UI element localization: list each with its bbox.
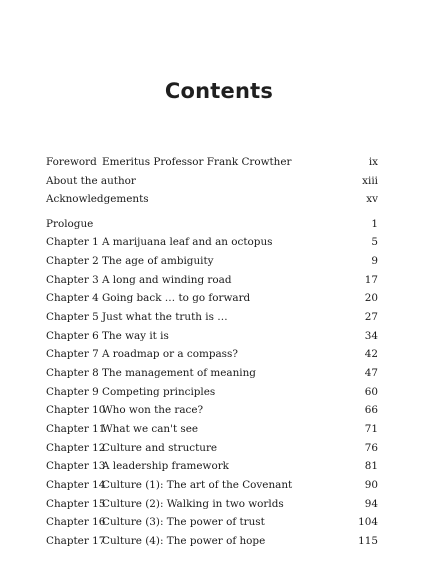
toc-entry-page: xv xyxy=(366,193,378,205)
toc-entry-label: Foreword xyxy=(46,156,97,168)
toc-entry-label: Chapter 4 xyxy=(46,292,99,304)
toc-entry-chapter-6[interactable] xyxy=(46,330,378,342)
toc-entry-page: 104 xyxy=(358,516,378,528)
toc-entry-chapter-2[interactable] xyxy=(46,255,378,267)
toc-entry-title: Who won the race? xyxy=(102,404,204,416)
toc-entry-page: 60 xyxy=(364,386,378,398)
toc-entry-title: Culture and structure xyxy=(102,442,218,454)
toc-entry-page: 90 xyxy=(364,479,378,491)
page-title: Contents xyxy=(164,79,274,103)
toc-entry-label: Chapter 17 xyxy=(46,535,106,547)
toc-entry-label: Chapter 2 xyxy=(46,255,99,267)
toc-entry-label: Chapter 15 xyxy=(46,498,106,510)
toc-entry-title: The age of ambiguity xyxy=(102,255,214,267)
toc-entry-chapter-17[interactable] xyxy=(46,535,378,547)
toc-entry-page: 76 xyxy=(364,442,378,454)
toc-entry-label: Chapter 16 xyxy=(46,516,106,528)
toc-entry-label: Chapter 1 xyxy=(46,236,99,248)
toc-entry-label: Chapter 5 xyxy=(46,311,99,323)
toc-entry-title: Culture (2): Walking in two worlds xyxy=(102,498,284,510)
toc-entry-title: Just what the truth is … xyxy=(102,311,228,323)
toc-entry-page: 5 xyxy=(371,236,378,248)
toc-entry-page: 47 xyxy=(364,367,378,379)
toc-entry-label: Chapter 10 xyxy=(46,404,106,416)
toc-entry-chapter-11[interactable] xyxy=(46,423,378,435)
toc-entry-chapter-12[interactable] xyxy=(46,442,378,454)
toc-entry-page: 94 xyxy=(364,498,378,510)
toc-entry-acknowledgements[interactable] xyxy=(46,193,378,205)
toc-entry-foreword[interactable] xyxy=(46,156,378,168)
toc-entry-page: 1 xyxy=(371,218,378,230)
toc-entry-chapter-13[interactable] xyxy=(46,460,378,472)
toc-entry-chapter-4[interactable] xyxy=(46,292,378,304)
toc-entry-chapter-8[interactable] xyxy=(46,367,378,379)
toc-entry-chapter-9[interactable] xyxy=(46,386,378,398)
toc-entry-chapter-15[interactable] xyxy=(46,498,378,510)
toc-entry-title: A long and winding road xyxy=(102,274,232,286)
toc-entry-title: The management of meaning xyxy=(102,367,256,379)
toc-entry-title: Competing principles xyxy=(102,386,216,398)
toc-entry-title: Culture (3): The power of trust xyxy=(102,516,265,528)
toc-entry-page: 81 xyxy=(364,460,378,472)
toc-entry-label: Chapter 8 xyxy=(46,367,99,379)
toc-entry-title: Culture (1): The art of the Covenant xyxy=(102,479,293,491)
toc-entry-chapter-16[interactable] xyxy=(46,516,378,528)
toc-entry-label: Chapter 11 xyxy=(46,423,106,435)
table-of-contents xyxy=(46,0,378,576)
toc-entry-label: Chapter 14 xyxy=(46,479,106,491)
toc-entry-title: What we can't see xyxy=(102,423,199,435)
toc-entry-chapter-5[interactable] xyxy=(46,311,378,323)
toc-entry-page: 66 xyxy=(364,404,378,416)
toc-entry-title: A marijuana leaf and an octopus xyxy=(102,236,273,248)
toc-entry-chapter-14[interactable] xyxy=(46,479,378,491)
toc-entry-title: A leadership framework xyxy=(102,460,229,472)
toc-entry-page: 115 xyxy=(358,535,378,547)
toc-entry-page: 34 xyxy=(364,330,378,342)
toc-entry-title: A roadmap or a compass? xyxy=(102,348,238,360)
toc-entry-label: Acknowledgements xyxy=(46,193,149,205)
toc-entry-page: xiii xyxy=(362,175,378,187)
toc-entry-label: Chapter 9 xyxy=(46,386,99,398)
toc-entry-label: Chapter 13 xyxy=(46,460,106,472)
toc-entry-title: The way it is xyxy=(102,330,169,342)
toc-entry-label: Chapter 12 xyxy=(46,442,106,454)
toc-entry-chapter-3[interactable] xyxy=(46,274,378,286)
toc-entry-title: Culture (4): The power of hope xyxy=(102,535,266,547)
toc-entry-label: Chapter 3 xyxy=(46,274,99,286)
toc-entry-label: Chapter 6 xyxy=(46,330,99,342)
toc-entry-label: About the author xyxy=(46,175,136,187)
toc-entry-title: Going back … to go forward xyxy=(102,292,251,304)
toc-entry-chapter-7[interactable] xyxy=(46,348,378,360)
toc-entry-page: 9 xyxy=(371,255,378,267)
toc-entry-label: Prologue xyxy=(46,218,94,230)
toc-entry-page: 71 xyxy=(364,423,378,435)
toc-entry-page: 20 xyxy=(364,292,378,304)
toc-entry-page: 17 xyxy=(364,274,378,286)
toc-entry-page: ix xyxy=(368,156,378,168)
toc-entry-chapter-10[interactable] xyxy=(46,404,378,416)
toc-entry-about-the-author[interactable] xyxy=(46,175,378,187)
toc-entry-page: 42 xyxy=(364,348,378,360)
toc-entry-label: Chapter 7 xyxy=(46,348,99,360)
toc-entry-title: Emeritus Professor Frank Crowther xyxy=(102,156,292,168)
toc-entry-page: 27 xyxy=(364,311,378,323)
toc-entry-prologue[interactable] xyxy=(46,218,378,230)
toc-entry-chapter-1[interactable] xyxy=(46,236,378,248)
